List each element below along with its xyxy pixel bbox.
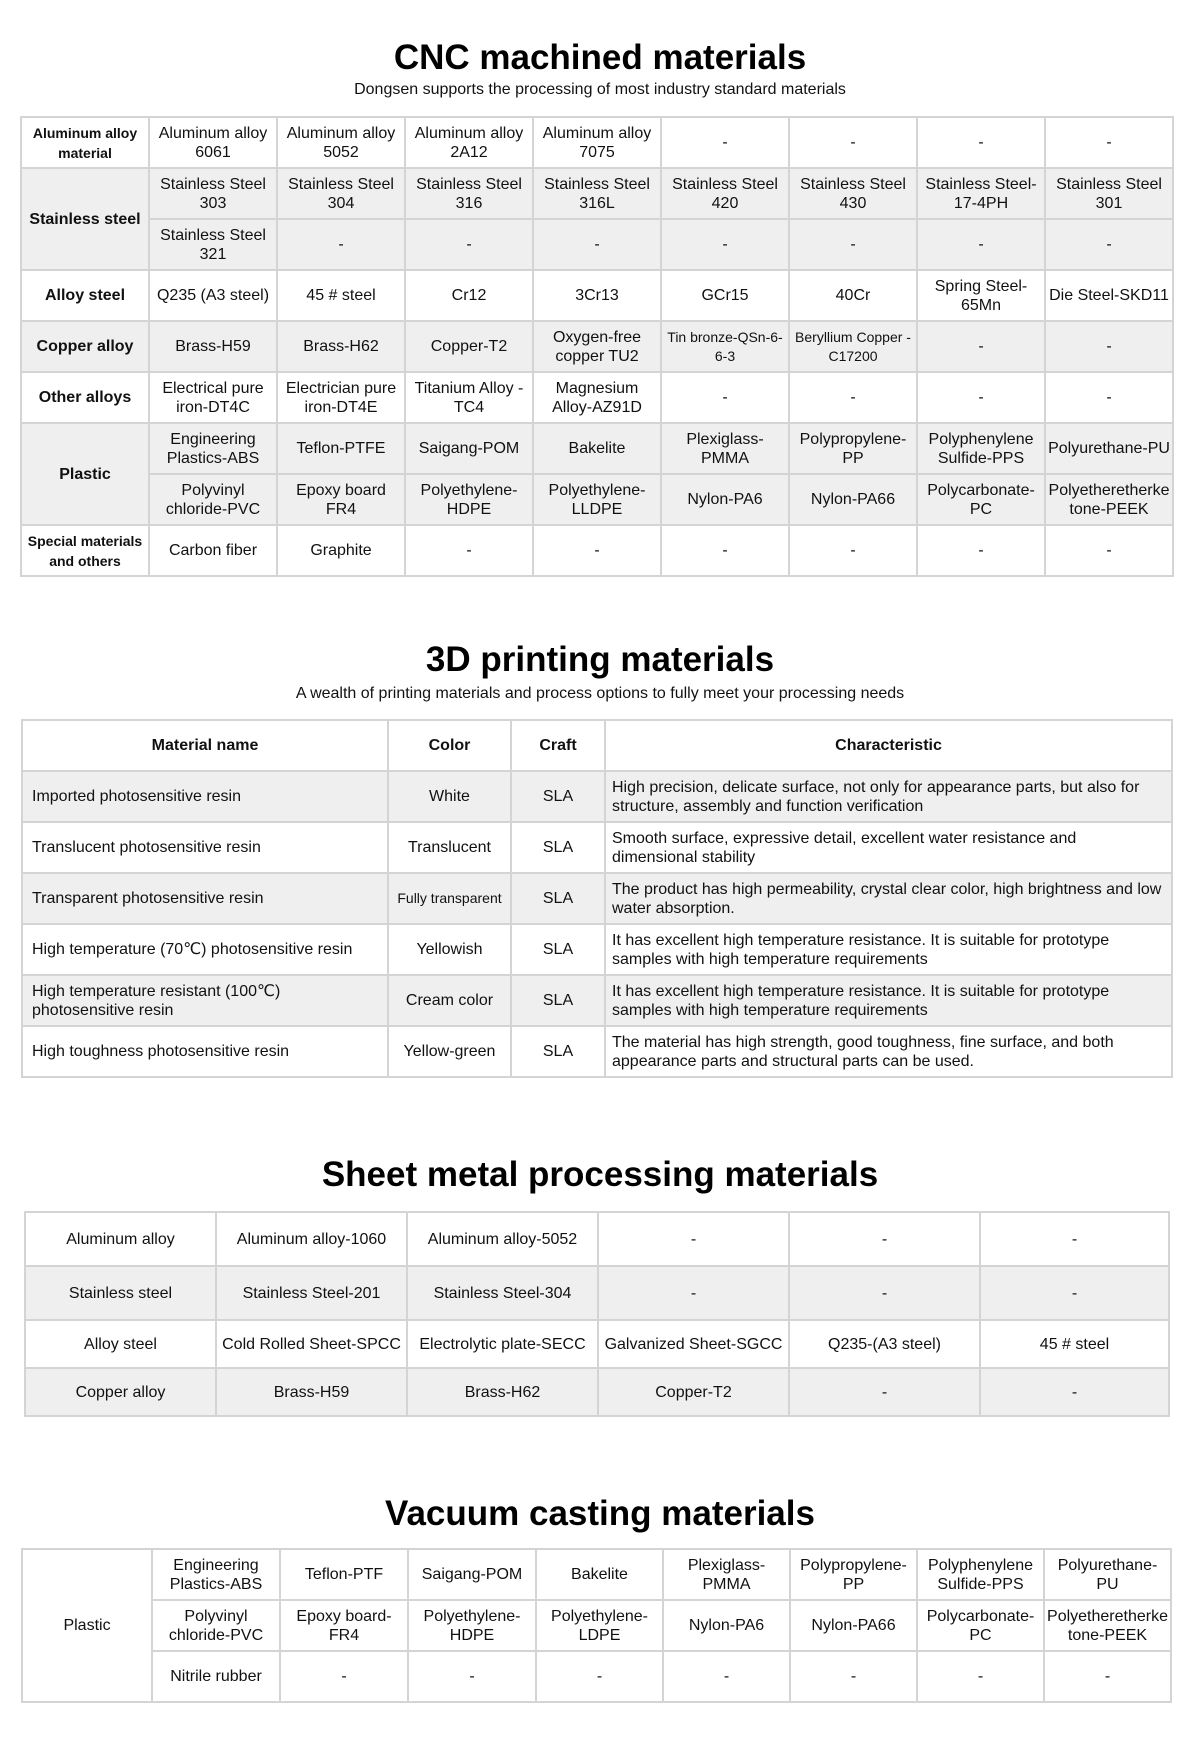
row-header: Other alloys	[21, 372, 149, 423]
table-row	[22, 1600, 1171, 1651]
table-cell: Stainless Steel 304	[277, 168, 405, 219]
row-header: Aluminum alloy material	[21, 117, 149, 168]
table-cell: Galvanized Sheet-SGCC	[598, 1320, 789, 1368]
table-cell: Electrolytic plate-SECC	[407, 1320, 598, 1368]
table-cell: Stainless Steel 316L	[533, 168, 661, 219]
table-row	[22, 1549, 1171, 1600]
table-cell: Brass-H62	[407, 1368, 598, 1416]
table-row	[22, 873, 1172, 924]
table-cell: Aluminum alloy 7075	[533, 117, 661, 168]
table-cell: Stainless Steel 321	[149, 219, 277, 270]
table-cell: Aluminum alloy-1060	[216, 1212, 407, 1266]
table-row	[21, 474, 1173, 525]
table-row	[25, 1320, 1169, 1368]
table-cell: Electrician pure iron-DT4E	[277, 372, 405, 423]
table-cell: Polyethylene-LDPE	[536, 1600, 663, 1651]
table-cell: Aluminum alloy 2A12	[405, 117, 533, 168]
table-cell: -	[1045, 219, 1173, 270]
table-row	[25, 1368, 1169, 1416]
table-cell: 45 # steel	[980, 1320, 1169, 1368]
table-cell: -	[790, 1651, 917, 1702]
table-cell: Polycarbonate-PC	[917, 1600, 1044, 1651]
material-color: White	[388, 771, 511, 822]
table-cell: -	[1045, 372, 1173, 423]
table-cell: Engineering Plastics-ABS	[152, 1549, 280, 1600]
sheet-header	[0, 1155, 1200, 1195]
material-craft: SLA	[511, 822, 605, 873]
table-cell: Polyetheretherketone-PEEK	[1045, 474, 1173, 525]
row-header: Special materials and others	[21, 525, 149, 576]
table-cell: -	[789, 372, 917, 423]
table-cell: Brass-H59	[216, 1368, 407, 1416]
material-craft: SLA	[511, 771, 605, 822]
table-cell: Teflon-PTF	[280, 1549, 408, 1600]
material-craft: SLA	[511, 975, 605, 1026]
table-row	[21, 219, 1173, 270]
table-cell: -	[917, 372, 1045, 423]
table-row	[25, 1212, 1169, 1266]
table-row	[21, 117, 1173, 168]
table-cell: Cr12	[405, 270, 533, 321]
table-row	[21, 321, 1173, 372]
table-cell: -	[980, 1266, 1169, 1320]
table-cell: Polypropylene-PP	[790, 1549, 917, 1600]
table-cell: Stainless Steel-17-4PH	[917, 168, 1045, 219]
table-cell: Nylon-PA6	[661, 474, 789, 525]
table-cell: Brass-H59	[149, 321, 277, 372]
table-cell: -	[405, 525, 533, 576]
material-color: Fully transparent	[388, 873, 511, 924]
table-cell: Cold Rolled Sheet-SPCC	[216, 1320, 407, 1368]
table-cell: -	[917, 525, 1045, 576]
vacuum-table	[21, 1548, 1172, 1703]
material-characteristic: Smooth surface, expressive detail, excellent water resistance and dimensional stability	[605, 822, 1172, 873]
table-row	[21, 270, 1173, 321]
table-row	[22, 771, 1172, 822]
table-cell: Carbon fiber	[149, 525, 277, 576]
material-craft: SLA	[511, 873, 605, 924]
table-cell: 45 # steel	[277, 270, 405, 321]
table-cell: Stainless Steel 303	[149, 168, 277, 219]
sheet-title: Sheet metal processing materials	[321, 1155, 879, 1194]
table-cell: 3Cr13	[533, 270, 661, 321]
material-color: Cream color	[388, 975, 511, 1026]
table-cell: -	[533, 525, 661, 576]
table-row	[22, 924, 1172, 975]
row-header: Stainless steel	[25, 1266, 216, 1320]
table-cell: Copper-T2	[405, 321, 533, 372]
table-cell: -	[663, 1651, 790, 1702]
table-cell: Epoxy board-FR4	[280, 1600, 408, 1651]
column-header: Characteristic	[605, 720, 1172, 771]
table-row	[22, 1651, 1171, 1702]
table-cell: Magnesium Alloy-AZ91D	[533, 372, 661, 423]
material-characteristic: The product has high permeability, crystal clear color, high brightness and low water absorption.	[605, 873, 1172, 924]
table-cell: -	[789, 219, 917, 270]
table-cell: Polycarbonate-PC	[917, 474, 1045, 525]
table-cell: Engineering Plastics-ABS	[149, 423, 277, 474]
material-name: High toughness photosensitive resin	[22, 1026, 388, 1077]
table-row	[25, 1266, 1169, 1320]
table-cell: Nylon-PA66	[790, 1600, 917, 1651]
table-cell: Aluminum alloy 5052	[277, 117, 405, 168]
table-cell: -	[917, 219, 1045, 270]
table-cell: Stainless Steel-304	[407, 1266, 598, 1320]
column-header: Color	[388, 720, 511, 771]
table-cell: Bakelite	[536, 1549, 663, 1600]
table-cell: Nylon-PA66	[789, 474, 917, 525]
table-cell: Plexiglass-PMMA	[661, 423, 789, 474]
table-cell: Stainless Steel 420	[661, 168, 789, 219]
table-cell: -	[917, 117, 1045, 168]
table-cell: Titanium Alloy - TC4	[405, 372, 533, 423]
table-cell: -	[917, 321, 1045, 372]
cnc-table	[20, 116, 1174, 577]
table-cell: Aluminum alloy-5052	[407, 1212, 598, 1266]
table-cell: Spring Steel-65Mn	[917, 270, 1045, 321]
table-cell: -	[789, 117, 917, 168]
table-cell: -	[661, 219, 789, 270]
cnc-header	[0, 38, 1200, 100]
table-row	[21, 372, 1173, 423]
table-cell: Polyethylene-HDPE	[405, 474, 533, 525]
table-cell: -	[661, 117, 789, 168]
table-cell: -	[1044, 1651, 1171, 1702]
table-cell: -	[408, 1651, 536, 1702]
material-characteristic: It has excellent high temperature resistance. It is suitable for prototype samples with high temperature requirements	[605, 924, 1172, 975]
material-characteristic: High precision, delicate surface, not only for appearance parts, but also for structure, assembly and function verification	[605, 771, 1172, 822]
table-cell: -	[1045, 117, 1173, 168]
row-header: Alloy steel	[21, 270, 149, 321]
table-cell: Polyethylene-HDPE	[408, 1600, 536, 1651]
table-cell: -	[789, 525, 917, 576]
table-cell: Die Steel-SKD11	[1045, 270, 1173, 321]
printing-table	[21, 719, 1173, 1078]
table-cell: -	[598, 1266, 789, 1320]
table-cell: Epoxy board FR4	[277, 474, 405, 525]
table-cell: Stainless Steel 301	[1045, 168, 1173, 219]
material-color: Yellowish	[388, 924, 511, 975]
table-row	[22, 975, 1172, 1026]
table-cell: Stainless Steel 430	[789, 168, 917, 219]
table-row	[21, 168, 1173, 219]
printing-title: 3D printing materials	[425, 640, 775, 679]
cnc-subtitle: Dongsen supports the processing of most industry standard materials	[354, 81, 846, 98]
printing-subtitle: A wealth of printing materials and process options to fully meet your processing needs	[295, 685, 905, 702]
table-cell: Copper-T2	[598, 1368, 789, 1416]
table-cell: Polyurethane-PU	[1044, 1549, 1171, 1600]
row-header: Stainless steel	[21, 168, 149, 270]
table-cell: -	[789, 1266, 980, 1320]
material-name: Transparent photosensitive resin	[22, 873, 388, 924]
material-name: High temperature (70℃) photosensitive resin	[22, 924, 388, 975]
material-name: High temperature resistant (100℃) photosensitive resin	[22, 975, 388, 1026]
table-cell: Stainless Steel-201	[216, 1266, 407, 1320]
table-cell: Q235-(A3 steel)	[789, 1320, 980, 1368]
material-characteristic: It has excellent high temperature resistance. It is suitable for prototype samples with high temperature requirements	[605, 975, 1172, 1026]
table-cell: Polyvinyl chloride-PVC	[152, 1600, 280, 1651]
table-cell: -	[980, 1368, 1169, 1416]
table-row	[21, 525, 1173, 576]
table-cell: -	[405, 219, 533, 270]
table-cell: Aluminum alloy 6061	[149, 117, 277, 168]
table-cell: -	[598, 1212, 789, 1266]
table-cell: Polyurethane-PU	[1045, 423, 1173, 474]
table-cell: -	[1045, 321, 1173, 372]
table-cell: Nitrile rubber	[152, 1651, 280, 1702]
sheet-table	[24, 1211, 1170, 1417]
table-cell: -	[789, 1212, 980, 1266]
row-header: Alloy steel	[25, 1320, 216, 1368]
table-cell: Electrical pure iron-DT4C	[149, 372, 277, 423]
column-header: Material name	[22, 720, 388, 771]
table-cell: Beryllium Copper - C17200	[789, 321, 917, 372]
printing-header	[0, 640, 1200, 704]
table-cell: Polypropylene-PP	[789, 423, 917, 474]
cnc-title: CNC machined materials	[393, 38, 807, 77]
material-color: Yellow-green	[388, 1026, 511, 1077]
table-cell: Plexiglass-PMMA	[663, 1549, 790, 1600]
row-header: Copper alloy	[21, 321, 149, 372]
table-cell: Stainless Steel 316	[405, 168, 533, 219]
row-header: Aluminum alloy	[25, 1212, 216, 1266]
material-characteristic: The material has high strength, good toughness, fine surface, and both appearance parts and structural parts can be used.	[605, 1026, 1172, 1077]
table-header-row	[22, 720, 1172, 771]
table-cell: Bakelite	[533, 423, 661, 474]
table-cell: Saigang-POM	[405, 423, 533, 474]
material-name: Translucent photosensitive resin	[22, 822, 388, 873]
table-cell: Q235 (A3 steel)	[149, 270, 277, 321]
table-cell: -	[533, 219, 661, 270]
table-cell: Oxygen-free copper TU2	[533, 321, 661, 372]
table-row	[22, 822, 1172, 873]
row-header: Copper alloy	[25, 1368, 216, 1416]
table-cell: Polyphenylene Sulfide-PPS	[917, 1549, 1044, 1600]
table-cell: Polyetheretherketone-PEEK	[1044, 1600, 1171, 1651]
vacuum-title: Vacuum casting materials	[385, 1494, 815, 1533]
table-cell: -	[280, 1651, 408, 1702]
vacuum-header	[0, 1494, 1200, 1534]
table-cell: Teflon-PTFE	[277, 423, 405, 474]
table-cell: Polyethylene-LLDPE	[533, 474, 661, 525]
column-header: Craft	[511, 720, 605, 771]
table-cell: Saigang-POM	[408, 1549, 536, 1600]
table-cell: -	[980, 1212, 1169, 1266]
table-cell: -	[536, 1651, 663, 1702]
table-cell: Nylon-PA6	[663, 1600, 790, 1651]
table-cell: Tin bronze-QSn-6-6-3	[661, 321, 789, 372]
table-cell: 40Cr	[789, 270, 917, 321]
table-cell: -	[661, 372, 789, 423]
material-color: Translucent	[388, 822, 511, 873]
material-name: Imported photosensitive resin	[22, 771, 388, 822]
table-cell: Polyvinyl chloride-PVC	[149, 474, 277, 525]
table-cell: -	[1045, 525, 1173, 576]
row-header: Plastic	[21, 423, 149, 525]
table-cell: Polyphenylene Sulfide-PPS	[917, 423, 1045, 474]
table-cell: GCr15	[661, 270, 789, 321]
table-row	[21, 423, 1173, 474]
table-cell: -	[277, 219, 405, 270]
table-cell: -	[789, 1368, 980, 1416]
table-cell: Brass-H62	[277, 321, 405, 372]
table-cell: -	[661, 525, 789, 576]
material-craft: SLA	[511, 1026, 605, 1077]
table-cell: -	[917, 1651, 1044, 1702]
table-cell: Graphite	[277, 525, 405, 576]
row-header: Plastic	[22, 1549, 152, 1702]
material-craft: SLA	[511, 924, 605, 975]
table-row	[22, 1026, 1172, 1077]
